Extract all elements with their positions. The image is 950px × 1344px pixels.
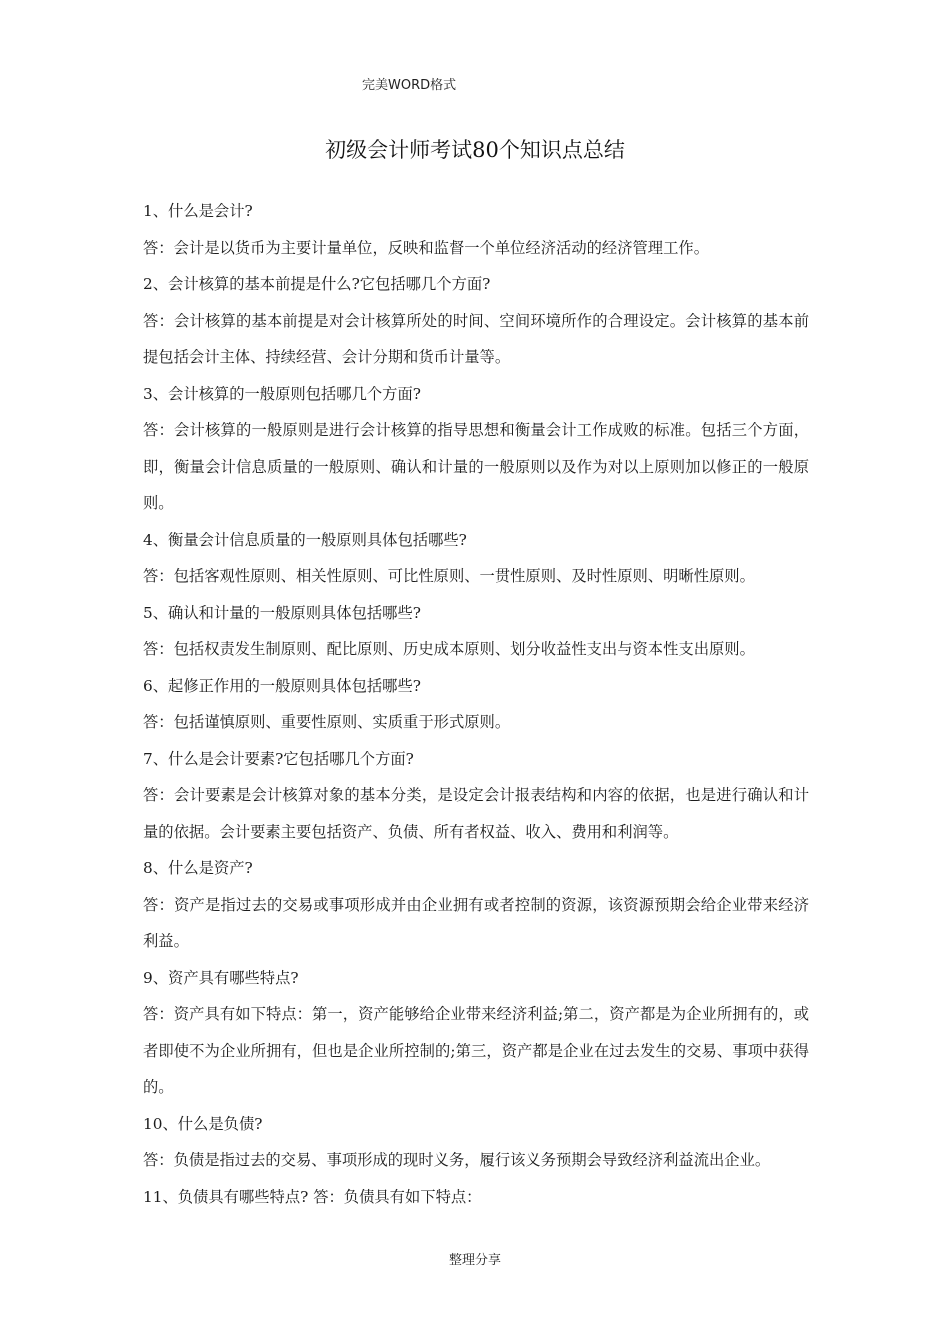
question-8: 8、什么是资产? (143, 859, 253, 877)
answer-4: 答：包括客观性原则、相关性原则、可比性原则、一贯性原则、及时性原则、明晰性原则。 (143, 567, 755, 585)
question-7: 7、什么是会计要素?它包括哪几个方面? (143, 749, 414, 768)
page-header: 完美WORD格式 (362, 78, 457, 93)
question-5: 5、确认和计量的一般原则具体包括哪些? (143, 603, 421, 622)
answer-9: 答：资产具有如下特点：第一，资产能够给企业带来经济利益;第二，资产都是为企业所拥有的，或者即使不为企业所拥有，但也是企业所控制的;第三，资产都是企业在过去发生的交易、事项中获得的。 (143, 1005, 809, 1096)
answer-3: 答：会计核算的一般原则是进行会计核算的指导思想和衡量会计工作成败的标准。包括三个方面，即，衡量会计信息质量的一般原则、确认和计量的一般原则以及作为对以上原则加以修正的一般原则。 (143, 421, 809, 512)
question-3: 3、会计核算的一般原则包括哪几个方面? (143, 384, 421, 403)
question-11: 11、负债具有哪些特点? 答：负债具有如下特点： (143, 1187, 482, 1206)
answer-2: 答：会计核算的基本前提是对会计核算所处的时间、空间环境所作的合理设定。会计核算的基本前提包括会计主体、持续经营、会计分期和货币计量等。 (143, 311, 809, 366)
question-9: 9、资产具有哪些特点? (143, 968, 299, 987)
question-4: 4、衡量会计信息质量的一般原则具体包括哪些? (143, 530, 467, 549)
question-2: 2、会计核算的基本前提是什么?它包括哪几个方面? (143, 275, 491, 293)
answer-6: 答：包括谨慎原则、重要性原则、实质重于形式原则。 (143, 713, 511, 731)
question-6: 6、起修正作用的一般原则具体包括哪些? (143, 676, 421, 695)
answer-8: 答：资产是指过去的交易或事项形成并由企业拥有或者控制的资源，该资源预期会给企业带来经济利益。 (143, 895, 809, 950)
document-body (143, 193, 809, 1215)
answer-1: 答：会计是以货币为主要计量单位，反映和监督一个单位经济活动的经济管理工作。 (143, 238, 709, 257)
question-1: 1、什么是会计? (143, 202, 253, 220)
question-10: 10、什么是负债? (143, 1114, 263, 1133)
answer-10: 答：负债是指过去的交易、事项形成的现时义务，履行该义务预期会导致经济利益流出企业。 (143, 1151, 771, 1169)
answer-7: 答：会计要素是会计核算对象的基本分类，是设定会计报表结构和内容的依据，也是进行确认和计量的依据。会计要素主要包括资产、负债、所有者权益、收入、费用和利润等。 (143, 786, 809, 841)
page-footer: 整理分享 (448, 1253, 501, 1268)
answer-5: 答：包括权责发生制原则、配比原则、历史成本原则、划分收益性支出与资本性支出原则。 (143, 640, 755, 658)
document-title: 初级会计师考试80个知识点总结 (325, 138, 625, 162)
